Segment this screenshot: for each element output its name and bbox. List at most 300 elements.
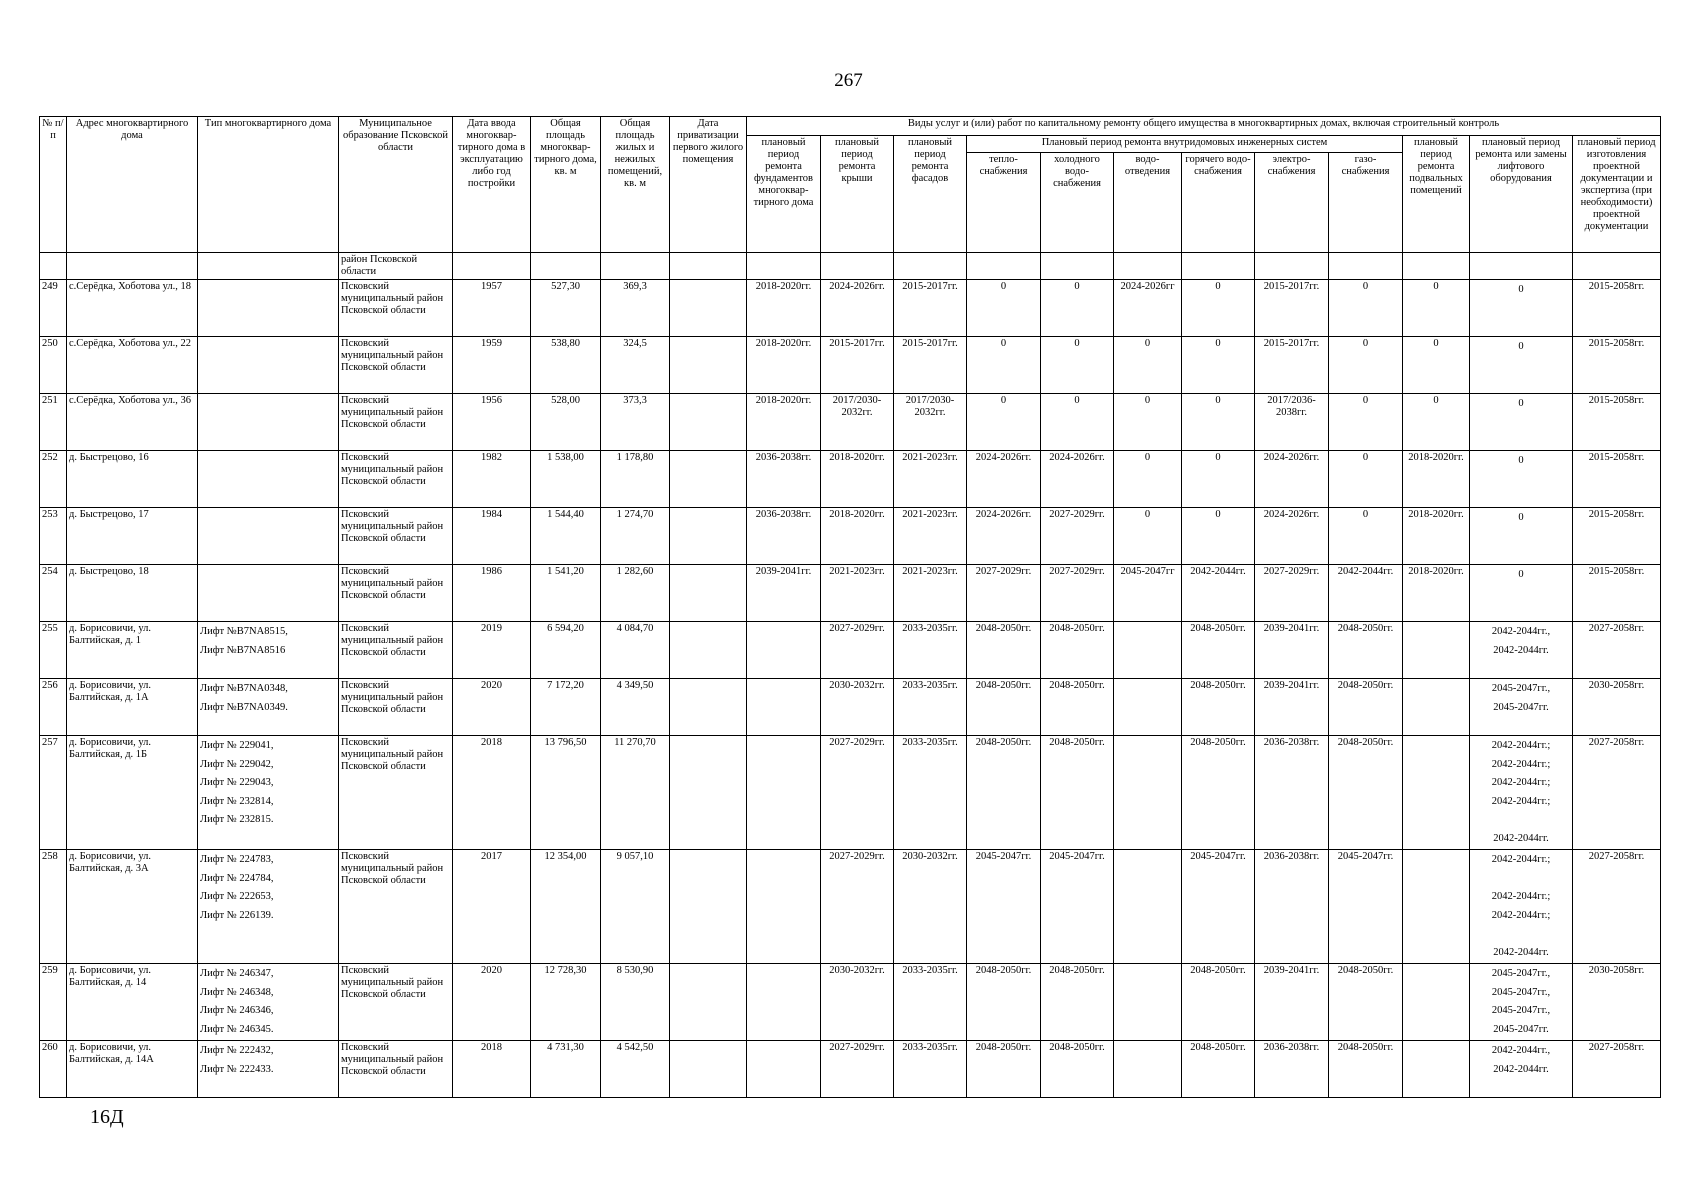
row-hot-water: 2045-2047гг. <box>1182 850 1255 964</box>
header-date: Дата ввода многоквар-тирного дома в эксплуатацию либо год постройки <box>453 117 531 253</box>
row-elevator-line: 2045-2047гг. <box>1493 701 1549 713</box>
row-total-area: 1 538,00 <box>531 451 601 508</box>
row-roof: 2024-2026гг. <box>821 280 894 337</box>
row-heat: 2048-2050гг. <box>967 679 1041 736</box>
row-elevator <box>1470 622 1573 679</box>
row-electric: 2039-2041гг. <box>1255 964 1329 1041</box>
row-design-docs: 2030-2058гг. <box>1573 679 1661 736</box>
row-cold-water: 2024-2026гг. <box>1041 451 1114 508</box>
row-privatization <box>670 508 747 565</box>
row-heat: 0 <box>967 337 1041 394</box>
table-row <box>40 394 1661 451</box>
row-elevator <box>1470 736 1573 850</box>
table-row <box>40 451 1661 508</box>
row-type-line: Лифт № 246346, <box>200 1005 274 1016</box>
row-facade: 2021-2023гг. <box>894 451 967 508</box>
row-privatization <box>670 850 747 964</box>
row-hot-water: 2048-2050гг. <box>1182 736 1255 850</box>
row-municipality: Псковский муниципальный район Псковской области <box>339 1041 453 1098</box>
row-cold-water: 2045-2047гг. <box>1041 850 1114 964</box>
row-type <box>198 1041 339 1098</box>
row-elevator-line: 0 <box>1518 341 1524 352</box>
row-total-area: 13 796,50 <box>531 736 601 850</box>
row-gas: 2048-2050гг. <box>1329 736 1403 850</box>
table-row <box>40 1041 1661 1098</box>
row-elevator-line: 2042-2044гг. <box>1493 1063 1549 1075</box>
row-living-area: 324,5 <box>601 337 670 394</box>
row-design-docs: 2015-2058гг. <box>1573 565 1661 622</box>
row-municipality: Псковский муниципальный район Псковской области <box>339 964 453 1041</box>
row-cold-water: 2027-2029гг. <box>1041 508 1114 565</box>
row-foundation: 2018-2020гг. <box>747 280 821 337</box>
row-drainage <box>1114 1041 1182 1098</box>
row-drainage: 0 <box>1114 337 1182 394</box>
row-gas: 2048-2050гг. <box>1329 622 1403 679</box>
row-municipality: Псковский муниципальный район Псковской области <box>339 508 453 565</box>
row-basement: 2018-2020гг. <box>1403 565 1470 622</box>
row-type <box>198 280 339 337</box>
row-foundation: 2039-2041гг. <box>747 565 821 622</box>
row-elevator-line: 2042-2044гг.; <box>1491 758 1551 770</box>
row-municipality: Псковский муниципальный район Псковской области <box>339 451 453 508</box>
row-living-area: 4 349,50 <box>601 679 670 736</box>
row-total-area: 4 731,30 <box>531 1041 601 1098</box>
header-privatization: Дата приватизации первого жилого помещения <box>670 117 747 253</box>
row-type-line: Лифт № 232814, <box>200 795 274 807</box>
row-cold-water: 2048-2050гг. <box>1041 622 1114 679</box>
row-total-area: 538,80 <box>531 337 601 394</box>
row-elevator-line <box>1472 870 1570 889</box>
row-type-line: Лифт № 229041, <box>200 740 274 751</box>
row-electric: 2017/2036-2038гг. <box>1255 394 1329 451</box>
row-elevator-line: 2042-2044гг.; <box>1491 777 1551 788</box>
row-elevator-line: 0 <box>1518 398 1524 409</box>
row-privatization <box>670 679 747 736</box>
row-privatization <box>670 565 747 622</box>
row-heat: 2027-2029гг. <box>967 565 1041 622</box>
row-elevator-line: 0 <box>1518 455 1524 466</box>
row-drainage <box>1114 850 1182 964</box>
row-date: 2018 <box>453 736 531 850</box>
row-cold-water: 2048-2050гг. <box>1041 964 1114 1041</box>
header-address: Адрес многоквартирного дома <box>67 117 198 253</box>
row-facade: 2033-2035гг. <box>894 622 967 679</box>
row-basement: 0 <box>1403 280 1470 337</box>
row-elevator-line: 2042-2044гг.; <box>1491 740 1551 751</box>
row-elevator-line <box>1472 925 1570 944</box>
row-date: 1957 <box>453 280 531 337</box>
row-hot-water: 0 <box>1182 508 1255 565</box>
row-roof: 2030-2032гг. <box>821 679 894 736</box>
row-type-line: Лифт № 224784, <box>200 872 274 884</box>
row-elevator <box>1470 508 1573 565</box>
row-address: д. Борисовичи, ул. Балтийская, д. 3А <box>67 850 198 964</box>
row-basement <box>1403 622 1470 679</box>
row-type-line: Лифт №B7NA8516 <box>200 644 286 656</box>
row-living-area: 4 542,50 <box>601 1041 670 1098</box>
table-row <box>40 622 1661 679</box>
row-hot-water: 0 <box>1182 451 1255 508</box>
row-type-line: Лифт №B7NA0349. <box>200 701 288 713</box>
row-date: 2018 <box>453 1041 531 1098</box>
row-type-line: Лифт № 222432, <box>200 1045 274 1056</box>
row-municipality: Псковский муниципальный район Псковской области <box>339 850 453 964</box>
row-hot-water: 2048-2050гг. <box>1182 679 1255 736</box>
row-gas: 2045-2047гг. <box>1329 850 1403 964</box>
row-elevator <box>1470 964 1573 1041</box>
row-elevator-line: 2045-2047гг. <box>1493 1023 1549 1035</box>
row-municipality: Псковский муниципальный район Псковской области <box>339 736 453 850</box>
row-foundation: 2036-2038гг. <box>747 451 821 508</box>
row-facade: 2015-2017гг. <box>894 280 967 337</box>
row-address: д. Быстрецово, 16 <box>67 451 198 508</box>
row-privatization <box>670 736 747 850</box>
header-electric: электро-снабжения <box>1255 153 1329 253</box>
row-elevator-line <box>1472 811 1570 830</box>
row-basement <box>1403 736 1470 850</box>
header-hot-water: горячего водо-снабжения <box>1182 153 1255 253</box>
row-total-area: 12 354,00 <box>531 850 601 964</box>
row-type <box>198 451 339 508</box>
row-date: 2020 <box>453 679 531 736</box>
header-type: Тип многоквартирного дома <box>198 117 339 253</box>
row-design-docs: 2015-2058гг. <box>1573 451 1661 508</box>
table-row <box>40 964 1661 1041</box>
row-privatization <box>670 1041 747 1098</box>
header-facade: плановый период ремонта фасадов <box>894 136 967 253</box>
row-drainage <box>1114 964 1182 1041</box>
header-elevator: плановый период ремонта или замены лифтового оборудования <box>1470 136 1573 253</box>
row-num: 252 <box>40 451 67 508</box>
row-date: 1959 <box>453 337 531 394</box>
row-basement <box>1403 679 1470 736</box>
row-heat: 2024-2026гг. <box>967 451 1041 508</box>
table-row <box>40 679 1661 736</box>
row-type-line: Лифт № 246348, <box>200 986 274 998</box>
row-type-line: Лифт № 222433. <box>200 1063 274 1075</box>
row-roof: 2015-2017гг. <box>821 337 894 394</box>
table-row <box>40 565 1661 622</box>
row-date: 2020 <box>453 964 531 1041</box>
row-design-docs: 2015-2058гг. <box>1573 394 1661 451</box>
row-type-line: Лифт №B7NA8515, <box>200 626 288 637</box>
row-drainage: 2024-2026гг <box>1114 280 1182 337</box>
row-type-line: Лифт № 246347, <box>200 968 274 979</box>
row-elevator-line: 2045-2047гг., <box>1491 1005 1551 1016</box>
row-num: 249 <box>40 280 67 337</box>
row-foundation <box>747 679 821 736</box>
row-foundation <box>747 964 821 1041</box>
row-date: 1956 <box>453 394 531 451</box>
row-living-area: 4 084,70 <box>601 622 670 679</box>
header-basement: плановый период ремонта подвальных помещений <box>1403 136 1470 253</box>
row-hot-water: 2048-2050гг. <box>1182 964 1255 1041</box>
row-living-area: 1 178,80 <box>601 451 670 508</box>
row-address: д. Быстрецово, 17 <box>67 508 198 565</box>
row-design-docs: 2027-2058гг. <box>1573 1041 1661 1098</box>
row-facade: 2033-2035гг. <box>894 679 967 736</box>
row-heat: 0 <box>967 280 1041 337</box>
row-type <box>198 964 339 1041</box>
row-elevator-line: 2042-2044гг. <box>1493 644 1549 656</box>
row-address: д. Борисовичи, ул. Балтийская, д. 1 <box>67 622 198 679</box>
row-privatization <box>670 964 747 1041</box>
row-roof: 2027-2029гг. <box>821 736 894 850</box>
continuation-row <box>40 253 1661 280</box>
header-cold-water: холодного водо-снабжения <box>1041 153 1114 253</box>
row-roof: 2030-2032гг. <box>821 964 894 1041</box>
row-roof: 2027-2029гг. <box>821 622 894 679</box>
row-drainage: 0 <box>1114 451 1182 508</box>
row-gas: 0 <box>1329 508 1403 565</box>
row-design-docs: 2015-2058гг. <box>1573 337 1661 394</box>
row-foundation <box>747 736 821 850</box>
header-living-area: Общая площадь жилых и нежилых помещений, кв. м <box>601 117 670 253</box>
row-municipality: Псковский муниципальный район Псковской области <box>339 280 453 337</box>
row-foundation <box>747 850 821 964</box>
row-date: 1986 <box>453 565 531 622</box>
row-roof: 2018-2020гг. <box>821 508 894 565</box>
row-municipality: Псковский муниципальный район Псковской области <box>339 337 453 394</box>
row-foundation: 2018-2020гг. <box>747 394 821 451</box>
row-heat: 2048-2050гг. <box>967 1041 1041 1098</box>
capital-repair-table <box>39 116 1661 1098</box>
row-elevator <box>1470 565 1573 622</box>
row-municipality: Псковский муниципальный район Псковской области <box>339 394 453 451</box>
row-num: 256 <box>40 679 67 736</box>
row-date: 1982 <box>453 451 531 508</box>
row-basement: 0 <box>1403 394 1470 451</box>
row-elevator-line: 2042-2044гг. <box>1493 832 1549 844</box>
row-heat: 2024-2026гг. <box>967 508 1041 565</box>
row-facade: 2017/2030-2032гг. <box>894 394 967 451</box>
row-roof: 2018-2020гг. <box>821 451 894 508</box>
row-electric: 2036-2038гг. <box>1255 1041 1329 1098</box>
row-hot-water: 2048-2050гг. <box>1182 622 1255 679</box>
footer-mark: 16Д <box>90 1106 124 1128</box>
row-elevator <box>1470 451 1573 508</box>
row-gas: 2048-2050гг. <box>1329 964 1403 1041</box>
row-type <box>198 394 339 451</box>
row-elevator <box>1470 679 1573 736</box>
row-heat: 2048-2050гг. <box>967 964 1041 1041</box>
row-address: д. Быстрецово, 18 <box>67 565 198 622</box>
row-cold-water: 0 <box>1041 337 1114 394</box>
row-living-area: 11 270,70 <box>601 736 670 850</box>
row-address: д. Борисовичи, ул. Балтийская, д. 1А <box>67 679 198 736</box>
row-address: д. Борисовичи, ул. Балтийская, д. 14А <box>67 1041 198 1098</box>
row-elevator-line: 2042-2044гг. <box>1493 946 1549 958</box>
row-basement <box>1403 1041 1470 1098</box>
row-type-line: Лифт № 229042, <box>200 758 274 770</box>
header-foundation: плановый период ремонта фундаментов многоквар-тирного дома <box>747 136 821 253</box>
row-gas: 2048-2050гг. <box>1329 679 1403 736</box>
row-facade: 2033-2035гг. <box>894 964 967 1041</box>
header-heat: тепло-снабжения <box>967 153 1041 253</box>
row-roof: 2017/2030-2032гг. <box>821 394 894 451</box>
row-elevator-line: 2042-2044гг., <box>1491 1045 1551 1056</box>
row-living-area: 8 530,90 <box>601 964 670 1041</box>
row-gas: 0 <box>1329 337 1403 394</box>
row-elevator <box>1470 337 1573 394</box>
row-privatization <box>670 337 747 394</box>
row-type <box>198 850 339 964</box>
row-foundation <box>747 622 821 679</box>
row-gas: 0 <box>1329 280 1403 337</box>
row-living-area: 9 057,10 <box>601 850 670 964</box>
header-design-docs: плановый период изготовления проектной документации и экспертиза (при необходимости) проектной документации <box>1573 136 1661 253</box>
row-cold-water: 0 <box>1041 280 1114 337</box>
row-total-area: 528,00 <box>531 394 601 451</box>
row-drainage <box>1114 679 1182 736</box>
header-gas: газо-снабжения <box>1329 153 1403 253</box>
header-roof: плановый период ремонта крыши <box>821 136 894 253</box>
table-row <box>40 280 1661 337</box>
row-design-docs: 2027-2058гг. <box>1573 850 1661 964</box>
row-num: 253 <box>40 508 67 565</box>
row-drainage: 0 <box>1114 508 1182 565</box>
row-facade: 2033-2035гг. <box>894 736 967 850</box>
row-electric: 2027-2029гг. <box>1255 565 1329 622</box>
row-type <box>198 337 339 394</box>
header-total-area: Общая площадь многоквар-тирного дома, кв. м <box>531 117 601 253</box>
row-privatization <box>670 451 747 508</box>
row-type-line: Лифт № 224783, <box>200 854 274 865</box>
row-type <box>198 679 339 736</box>
row-num: 255 <box>40 622 67 679</box>
row-electric: 2039-2041гг. <box>1255 679 1329 736</box>
row-drainage <box>1114 622 1182 679</box>
row-living-area: 373,3 <box>601 394 670 451</box>
row-living-area: 1 274,70 <box>601 508 670 565</box>
row-municipality: Псковский муниципальный район Псковской области <box>339 565 453 622</box>
row-elevator <box>1470 1041 1573 1098</box>
row-hot-water: 2048-2050гг. <box>1182 1041 1255 1098</box>
row-num: 251 <box>40 394 67 451</box>
header-num: № п/п <box>40 117 67 253</box>
row-elevator <box>1470 280 1573 337</box>
row-type-line: Лифт № 229043, <box>200 777 274 788</box>
row-date: 2017 <box>453 850 531 964</box>
row-elevator-line: 2042-2044гг.; <box>1491 854 1551 865</box>
row-elevator-line: 0 <box>1518 284 1524 295</box>
row-elevator-line: 0 <box>1518 569 1524 580</box>
row-roof: 2027-2029гг. <box>821 1041 894 1098</box>
row-foundation <box>747 1041 821 1098</box>
row-elevator-line: 2045-2047гг., <box>1491 968 1551 979</box>
row-design-docs: 2027-2058гг. <box>1573 736 1661 850</box>
table-row <box>40 508 1661 565</box>
row-type <box>198 565 339 622</box>
row-electric: 2036-2038гг. <box>1255 736 1329 850</box>
row-foundation: 2018-2020гг. <box>747 337 821 394</box>
row-design-docs: 2015-2058гг. <box>1573 508 1661 565</box>
row-num: 254 <box>40 565 67 622</box>
row-design-docs: 2030-2058гг. <box>1573 964 1661 1041</box>
row-electric: 2024-2026гг. <box>1255 508 1329 565</box>
row-elevator <box>1470 394 1573 451</box>
row-type <box>198 508 339 565</box>
row-heat: 2048-2050гг. <box>967 622 1041 679</box>
row-total-area: 12 728,30 <box>531 964 601 1041</box>
row-date: 2019 <box>453 622 531 679</box>
row-total-area: 6 594,20 <box>531 622 601 679</box>
row-facade: 2015-2017гг. <box>894 337 967 394</box>
row-drainage: 0 <box>1114 394 1182 451</box>
row-gas: 0 <box>1329 451 1403 508</box>
row-heat: 0 <box>967 394 1041 451</box>
row-type-line: Лифт № 222653, <box>200 891 274 902</box>
row-gas: 2048-2050гг. <box>1329 1041 1403 1098</box>
row-cold-water: 0 <box>1041 394 1114 451</box>
row-facade: 2021-2023гг. <box>894 565 967 622</box>
continuation-municipality: район Псковской области <box>339 253 453 280</box>
row-electric: 2039-2041гг. <box>1255 622 1329 679</box>
row-living-area: 1 282,60 <box>601 565 670 622</box>
row-total-area: 7 172,20 <box>531 679 601 736</box>
row-basement: 2018-2020гг. <box>1403 451 1470 508</box>
row-address: д. Борисовичи, ул. Балтийская, д. 1Б <box>67 736 198 850</box>
row-type <box>198 736 339 850</box>
row-hot-water: 0 <box>1182 394 1255 451</box>
row-drainage <box>1114 736 1182 850</box>
row-electric: 2024-2026гг. <box>1255 451 1329 508</box>
row-facade: 2033-2035гг. <box>894 1041 967 1098</box>
row-hot-water: 0 <box>1182 280 1255 337</box>
row-cold-water: 2048-2050гг. <box>1041 679 1114 736</box>
row-address: с.Серёдка, Хоботова ул., 22 <box>67 337 198 394</box>
row-privatization <box>670 622 747 679</box>
row-municipality: Псковский муниципальный район Псковской области <box>339 622 453 679</box>
row-gas: 0 <box>1329 394 1403 451</box>
row-design-docs: 2015-2058гг. <box>1573 280 1661 337</box>
row-elevator-line: 2042-2044гг.; <box>1491 909 1551 921</box>
row-heat: 2048-2050гг. <box>967 736 1041 850</box>
row-electric: 2036-2038гг. <box>1255 850 1329 964</box>
row-type <box>198 622 339 679</box>
table-row <box>40 337 1661 394</box>
row-address: с.Серёдка, Хоботова ул., 18 <box>67 280 198 337</box>
row-address: с.Серёдка, Хоботова ул., 36 <box>67 394 198 451</box>
page-number: 267 <box>834 70 863 91</box>
row-elevator <box>1470 850 1573 964</box>
row-basement <box>1403 964 1470 1041</box>
header-drainage: водо-отведения <box>1114 153 1182 253</box>
row-elevator-line: 2042-2044гг.; <box>1491 891 1551 902</box>
row-date: 1984 <box>453 508 531 565</box>
row-elevator-line: 2042-2044гг.; <box>1491 795 1551 807</box>
row-type-line: Лифт № 246345. <box>200 1023 274 1035</box>
row-total-area: 1 544,40 <box>531 508 601 565</box>
row-num: 250 <box>40 337 67 394</box>
row-cold-water: 2027-2029гг. <box>1041 565 1114 622</box>
row-type-line: Лифт № 226139. <box>200 909 274 921</box>
row-num: 260 <box>40 1041 67 1098</box>
row-gas: 2042-2044гг. <box>1329 565 1403 622</box>
row-elevator-line: 2045-2047гг., <box>1491 986 1551 998</box>
row-elevator-line: 0 <box>1518 512 1524 523</box>
row-facade: 2030-2032гг. <box>894 850 967 964</box>
row-roof: 2021-2023гг. <box>821 565 894 622</box>
row-num: 257 <box>40 736 67 850</box>
row-drainage: 2045-2047гг <box>1114 565 1182 622</box>
row-num: 258 <box>40 850 67 964</box>
row-roof: 2027-2029гг. <box>821 850 894 964</box>
row-type-line: Лифт № 232815. <box>200 814 274 825</box>
header-eng-group: Плановый период ремонта внутридомовых инженерных систем <box>967 136 1403 153</box>
row-address: д. Борисовичи, ул. Балтийская, д. 14 <box>67 964 198 1041</box>
row-basement <box>1403 850 1470 964</box>
